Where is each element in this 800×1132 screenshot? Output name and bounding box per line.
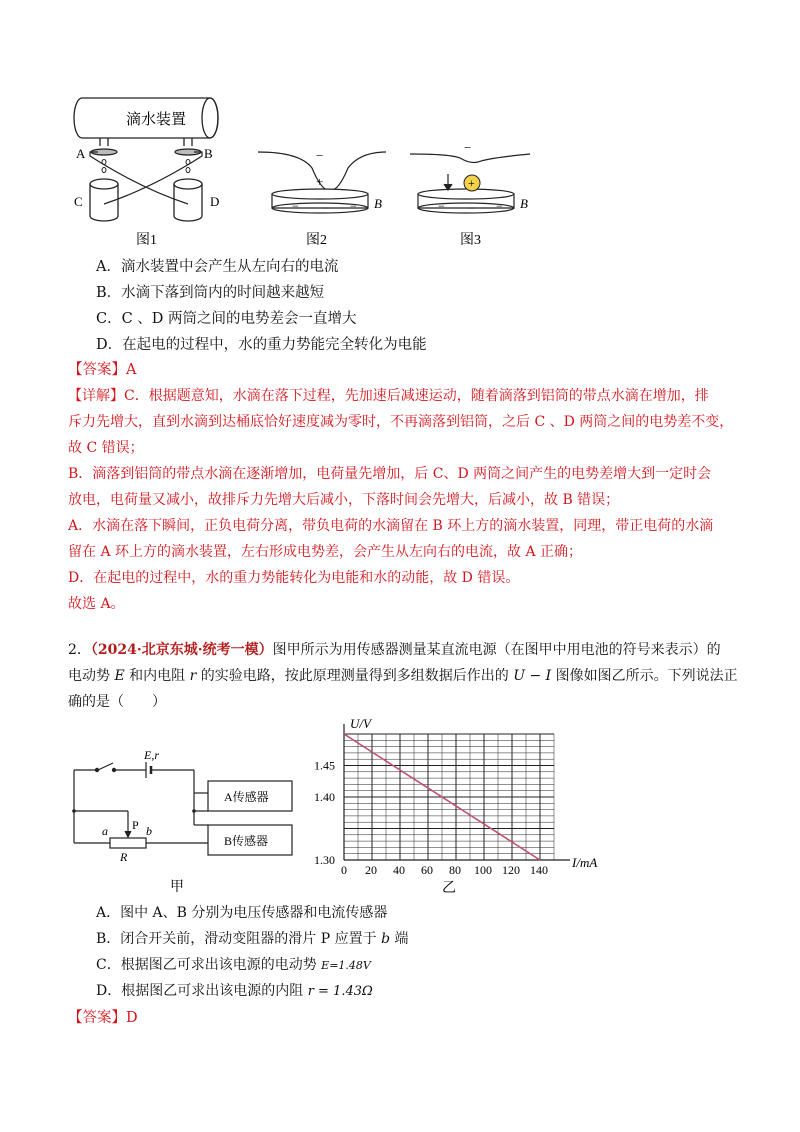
- fig3-minus-2: −: [468, 201, 475, 215]
- fig3-B: B: [520, 196, 528, 211]
- q1-detail-5: 放电，电荷量又减小，故排斥力先增大后减小，下落时间会先增大，后减小，故 B 错误；: [68, 492, 620, 508]
- fig3-plus: +: [468, 176, 475, 190]
- x-tick-label: 100: [474, 863, 492, 877]
- q1-answer: 【答案】A: [68, 362, 137, 378]
- rheostat-a: a: [102, 824, 108, 838]
- rheostat-R: R: [120, 850, 128, 864]
- q2-stem-line2: 电动势 E 和内电阻 r 的实验电路，按此原理测量得到多组数据后作出的 U − I 图像如图乙所示。下列说法正: [68, 668, 738, 684]
- q1-detail-8: D．在起电的过程中，水的重力势能转化为电能和水的动能，故 D 错误。: [68, 570, 520, 586]
- fig3-minus-3: −: [496, 199, 503, 213]
- q1-detail-7: 留在 A 环上方的滴水装置，左右形成电势差，会产生从左向右的电流，故 A 正确；: [68, 544, 583, 560]
- q2-stem-1: 图甲所示为用传感器测量某直流电源（在图甲中用电池的符号来表示）的: [272, 642, 721, 658]
- battery-label: E,r: [144, 748, 159, 762]
- q1-detail-1: 【详解】C．根据题意知，水滴在落下过程，先加速后减速运动，随着滴落到铝筒的带点水滴在增加，排: [68, 388, 709, 404]
- q1-detail-2: 斥力先增大，直到水滴到达桶底恰好速度减为零时，不再滴落到铝筒，之后 C 、D 两筒之间的电势差不变，: [68, 414, 734, 430]
- q1-option-d: D．在起电的过程中，水的重力势能完全转化为电能: [96, 337, 427, 353]
- symbol-UI: U − I: [513, 668, 552, 684]
- q1-detail-4: B．滴落到铝筒的带点水滴在逐渐增加，电荷量先增加，后 C、D 两筒之间产生的电势差增大到一定时会: [68, 466, 712, 482]
- x-tick-label: 20: [365, 863, 377, 877]
- top-figures: [60, 88, 560, 248]
- q2-stem-line1: [68, 640, 721, 660]
- fig3-minus-top: −: [464, 140, 472, 155]
- y-tick-label: 1.30: [314, 853, 335, 867]
- label-B: B: [204, 146, 213, 161]
- fig1-caption: 图1: [136, 233, 157, 248]
- option-b-end: b: [381, 931, 391, 947]
- x-tick-label: 140: [530, 863, 548, 877]
- fig2-plus: +: [316, 174, 324, 189]
- rheostat-b: b: [146, 824, 152, 838]
- fig2-minus-3: −: [350, 199, 357, 213]
- fig2-B: B: [374, 196, 382, 211]
- slider-P: P: [132, 818, 139, 832]
- q1-detail-3: 故 C 错误；: [68, 440, 144, 456]
- option-d-value: r = 1.43Ω: [307, 984, 373, 999]
- fig2-minus-1: −: [292, 199, 299, 213]
- q1-option-c: C．C 、D 两筒之间的电势差会一直增大: [96, 311, 357, 327]
- x-tick-label: 40: [393, 863, 405, 877]
- circuit-diagram: [66, 745, 306, 895]
- fig2-minus-2: −: [322, 201, 329, 215]
- q1-detail-6: A．水滴在落下瞬间，正负电荷分离，带负电荷的水滴留在 B 环上方的滴水装置，同理，带正电荷的水滴: [68, 518, 714, 534]
- sensor-A-label: A传感器: [224, 790, 269, 804]
- fig2-minus-top: −: [316, 148, 324, 163]
- fig3-minus-1: −: [438, 199, 445, 213]
- x-axis-label: I/mA: [572, 855, 598, 870]
- fig2-caption: 图2: [306, 233, 327, 248]
- q2-number: 2．: [68, 642, 91, 658]
- symbol-r: r: [189, 668, 197, 684]
- x-tick-label: 60: [421, 863, 433, 877]
- q2-option-c: C．根据图乙可求出该电源的电动势 E=1.48V: [96, 957, 371, 973]
- u-i-graph: [310, 712, 620, 902]
- q2-source: （2024·北京东城·统考一模）: [90, 642, 273, 658]
- q1-option-a: A．滴水装置中会产生从左向右的电流: [96, 259, 339, 275]
- q2-answer: 【答案】D: [68, 1010, 138, 1026]
- q2-stem-line3: 确的是（ ）: [68, 694, 166, 710]
- symbol-E: E: [114, 668, 125, 684]
- y-axis-label: U/V: [350, 716, 371, 731]
- y-tick-label: 1.40: [314, 790, 335, 804]
- q2-option-d: D．根据图乙可求出该电源的内阻 r = 1.43Ω: [96, 983, 373, 999]
- x-tick-label: 80: [449, 863, 461, 877]
- y-tick-label: 1.45: [314, 758, 335, 773]
- q1-option-b: B．水滴下落到筒内的时间越来越短: [96, 285, 325, 301]
- graph-caption: 乙: [442, 881, 456, 896]
- x-tick-label: 0: [341, 863, 347, 877]
- q2-option-b: B．闭合开关前，滑动变阻器的滑片 P 应置于 b 端: [96, 931, 409, 947]
- label-D: D: [210, 194, 220, 209]
- q2-option-a: A．图中 A、B 分别为电压传感器和电流传感器: [96, 905, 388, 921]
- option-c-value: E=1.48V: [321, 959, 371, 972]
- sensor-B-label: B传感器: [224, 834, 269, 848]
- label-C: C: [74, 194, 83, 209]
- circuit-caption: 甲: [170, 880, 184, 895]
- fig3-caption: 图3: [460, 233, 481, 248]
- label-A: A: [76, 146, 86, 161]
- drip-device-label: 滴水装置: [126, 112, 187, 128]
- q1-detail-9: 故选 A。: [68, 596, 125, 612]
- x-tick-label: 120: [502, 863, 520, 877]
